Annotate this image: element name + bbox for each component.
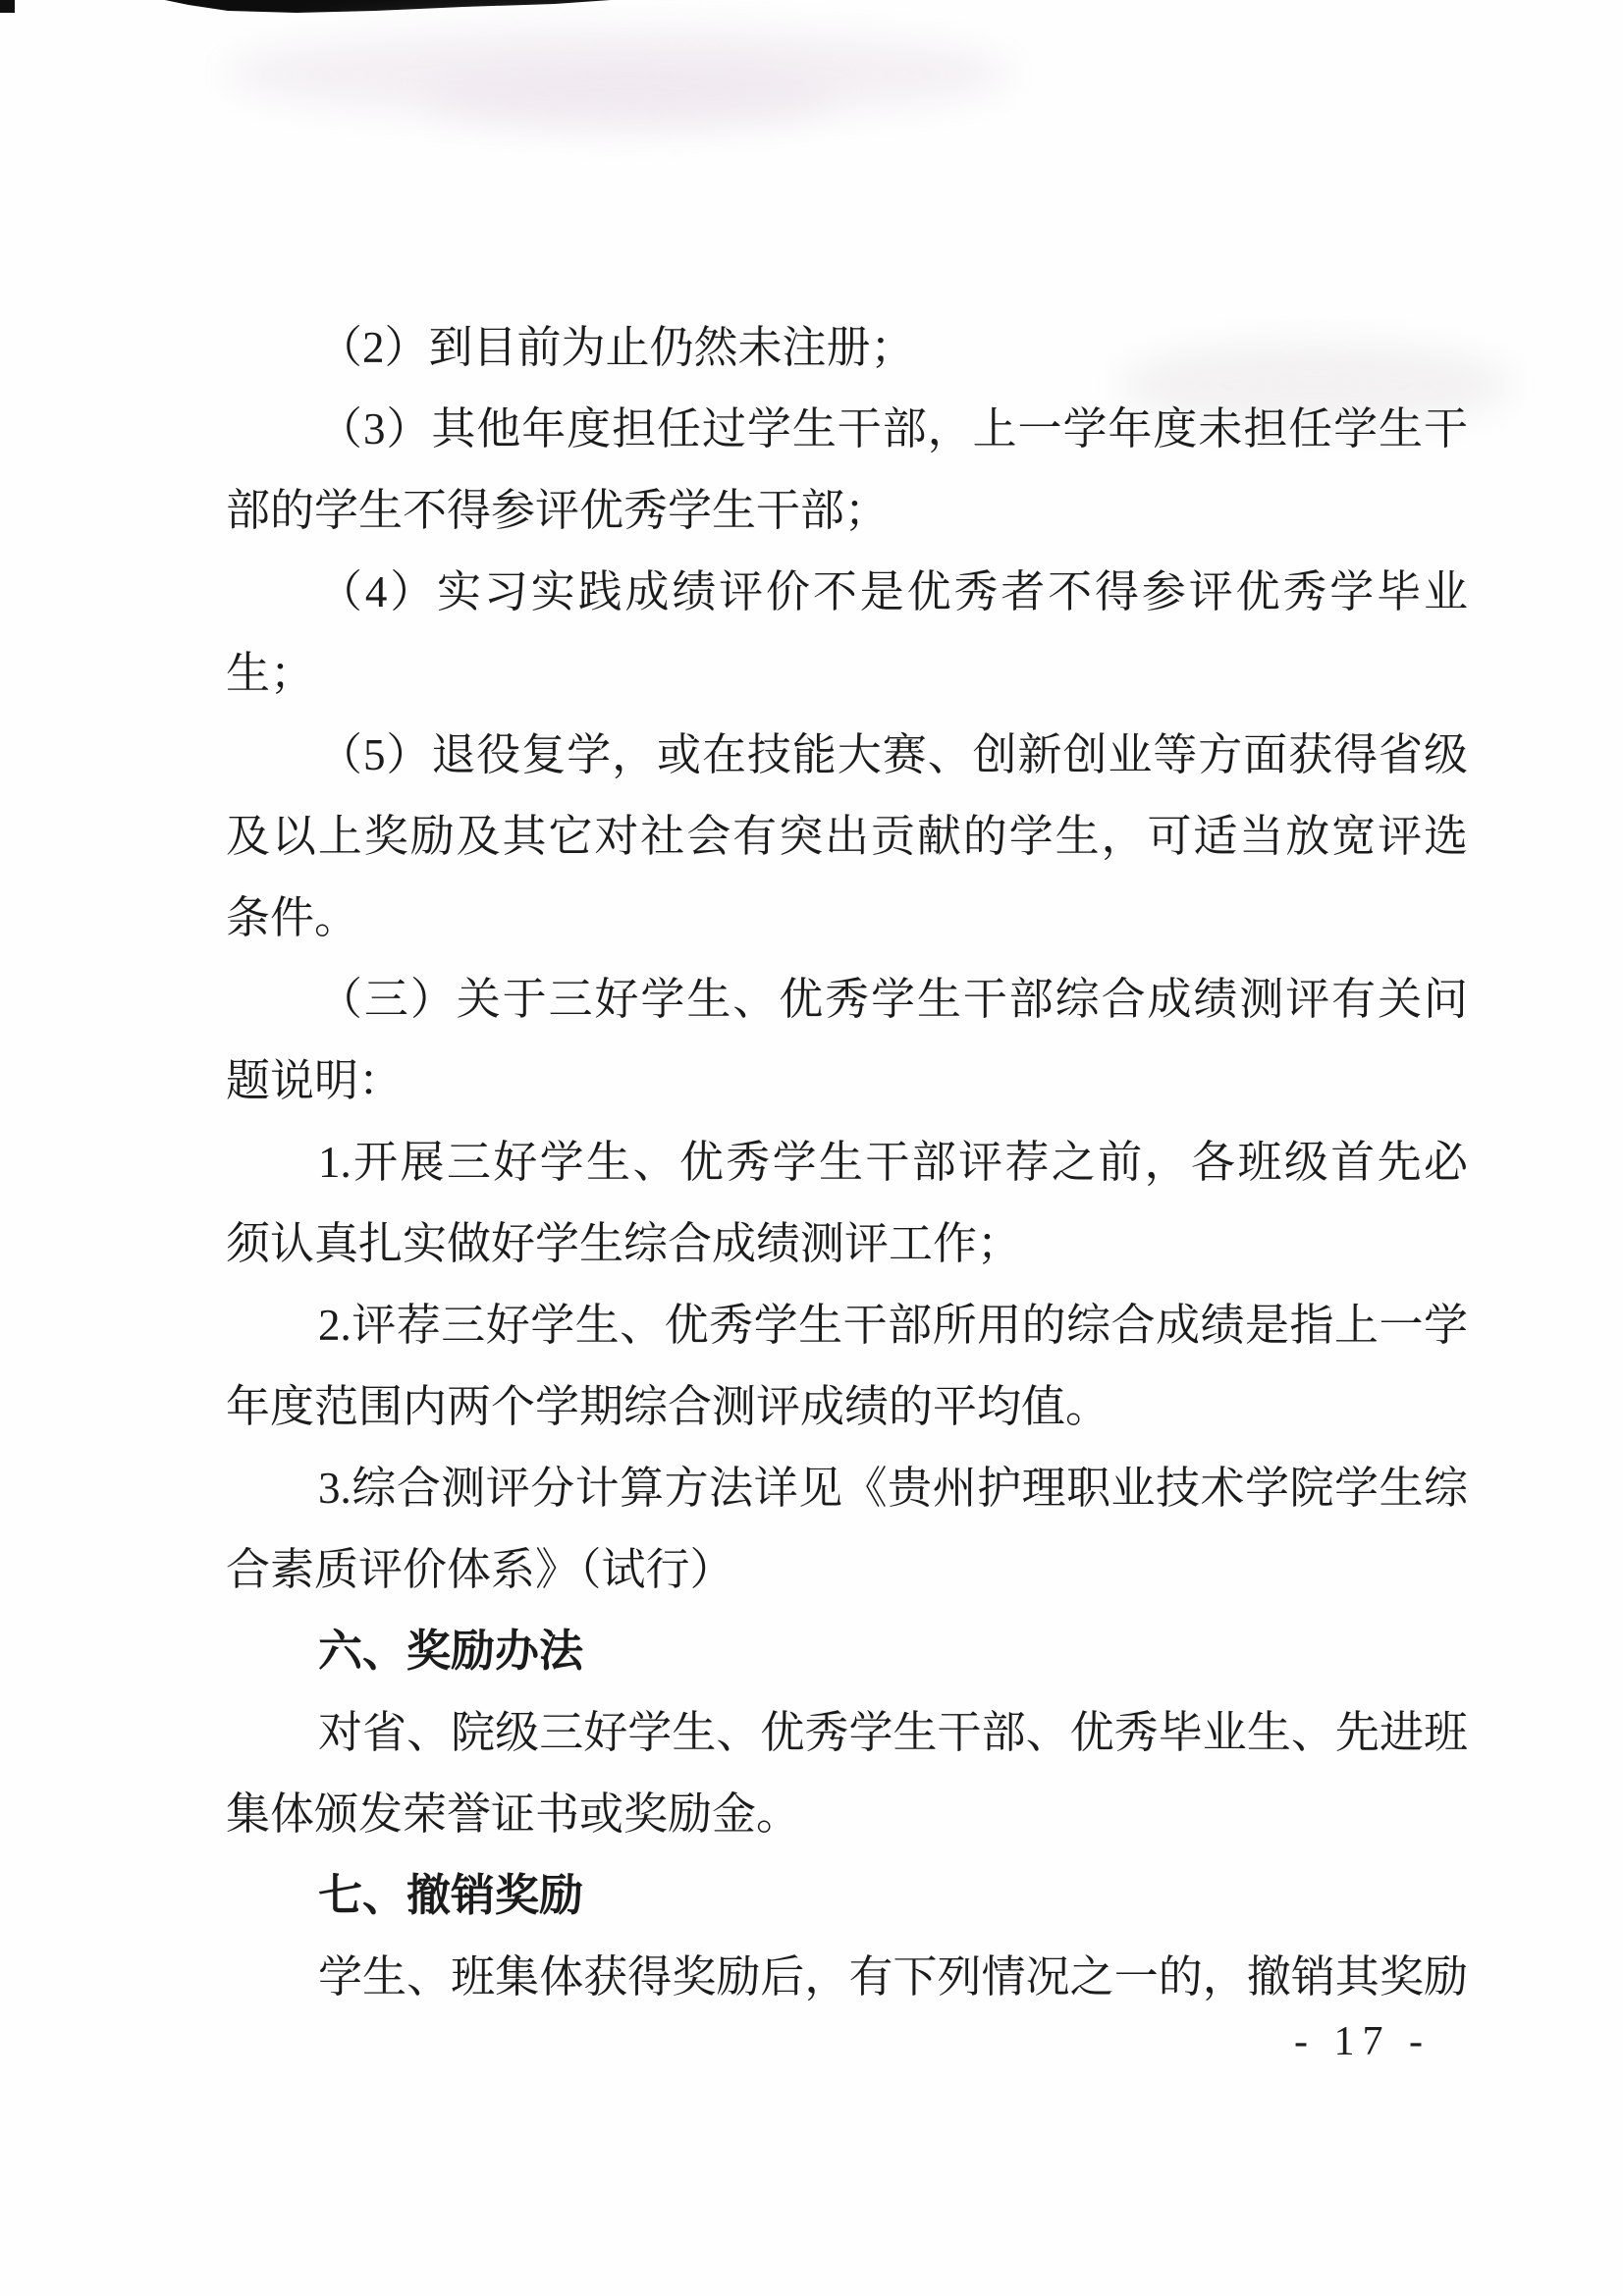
text-line: （4）实习实践成绩评价不是优秀者不得参评优秀学毕业	[318, 567, 1468, 616]
text-line: 合素质评价体系》（试行）	[226, 1545, 734, 1594]
document-body	[226, 307, 1468, 2018]
scan-artifact-top-band	[0, 0, 1623, 20]
text-line: 年度范围内两个学期综合测评成绩的平均值。	[226, 1382, 1110, 1431]
text-line: 七、撤销奖励	[318, 1871, 584, 1920]
text-line: （三）关于三好学生、优秀学生干部综合成绩测评有关问	[318, 975, 1468, 1024]
text-line: 及以上奖励及其它对社会有突出贡献的学生，可适当放宽评选	[226, 812, 1468, 861]
text-line: 生；	[226, 649, 315, 698]
text-line: 六、奖励办法	[318, 1627, 584, 1676]
text-line: 1.开展三好学生、优秀学生干部评荐之前，各班级首先必	[318, 1138, 1468, 1187]
text-line: 须认真扎实做好学生综合成绩测评工作；	[226, 1219, 1022, 1268]
text-line: （5）退役复学，或在技能大赛、创新创业等方面获得省级	[318, 730, 1468, 779]
text-line: 学生、班集体获得奖励后，有下列情况之一的，撤销其奖励	[318, 1952, 1468, 2002]
text-line: 3.综合测评分计算方法详见《贵州护理职业技术学院学生综	[318, 1464, 1468, 1513]
text-line: （2）到目前为止仍然未注册；	[318, 323, 915, 372]
text-line: 2.评荐三好学生、优秀学生干部所用的综合成绩是指上一学	[318, 1301, 1468, 1350]
text-line: （3）其他年度担任过学生干部，上一学年度未担任学生干	[318, 404, 1468, 454]
page-number: - 17 -	[1294, 2019, 1431, 2064]
text-line: 对省、院级三好学生、优秀学生干部、优秀毕业生、先进班	[318, 1708, 1468, 1757]
text-line: 条件。	[226, 893, 359, 942]
scan-artifact-corner	[0, 0, 15, 13]
text-line: 集体颁发荣誉证书或奖励金。	[226, 1789, 801, 1839]
scan-smudge	[422, 59, 835, 128]
text-line: 部的学生不得参评优秀学生干部；	[226, 486, 890, 535]
text-line: 题说明：	[226, 1056, 404, 1105]
